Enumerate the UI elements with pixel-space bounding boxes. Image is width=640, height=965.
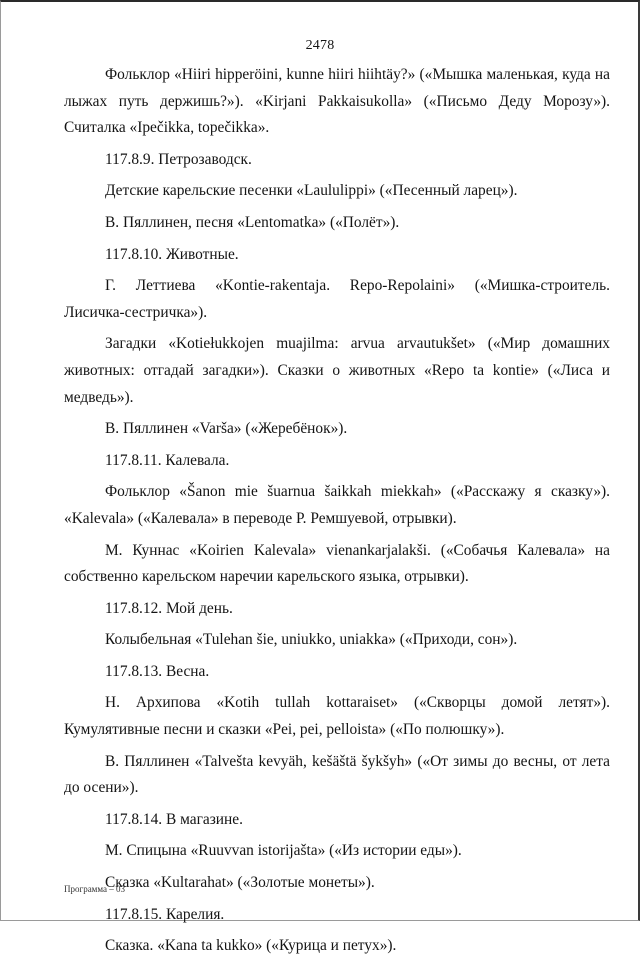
paragraph-kotih-tullah: Н. Архипова «Kotih tullah kottaraiset» («Скворцы домой летят»). Кумулятивные песни и сказки «Pei, pei, pelloista» («По полюшку»).	[64, 694, 610, 739]
paragraph-kontie-rakentaja: Г. Леттиева «Kontie-rakentaja. Repo-Repolaini» («Мишка-строитель. Лисичка-сестричка»).	[64, 277, 610, 321]
section-heading-kalevala: 117.8.11. Калевала.	[105, 451, 230, 469]
paragraph-lentomatka: В. Пяллинен, песня «Lentomatka» («Полёт»).	[105, 213, 400, 231]
section-heading-animals: 117.8.10. Животные.	[105, 245, 239, 263]
section-heading-my-day: 117.8.12. Мой день.	[105, 599, 233, 617]
paragraph-kultarahat: Сказка «Kultarahat» («Золотые монеты»).	[105, 874, 375, 892]
section-heading-petrozavodsk: 117.8.9. Петрозаводск.	[105, 150, 252, 168]
page-number: 2478	[305, 38, 335, 53]
paragraph-lullaby: Колыбельная «Tulehan šie, uniukko, uniakka» («Приходи, сон»).	[105, 631, 518, 649]
paragraph-koirien-kalevala: М. Куннас «Koirien Kalevala» vienankarjalakši. («Собачья Калевала» на собственно карельском наречии карельского языка, отрывки).	[64, 541, 610, 586]
section-heading-shop: 117.8.14. В магазине.	[105, 810, 243, 828]
section-heading-karelia: 117.8.15. Карелия.	[105, 905, 225, 923]
section-heading-spring: 117.8.13. Весна.	[105, 662, 210, 680]
paragraph-riddles: Загадки «Kotiełukkojen muajilma: arvua arvautukšet» («Мир домашних животных: отгадай загадки»). Сказки о животных «Repo ta kontie» («Лиса и медведь»).	[64, 335, 610, 406]
paragraph-laululippi: Детские карельские песенки «Laululippi» («Песенный ларец»).	[105, 182, 518, 200]
paragraph-talvesta: В. Пяллинен «Talvešta kevyäh, kešäštä šykšyh» («От зимы до весны, от лета до осени»).	[64, 752, 610, 797]
document-body	[64, 62, 610, 965]
paragraph-folklore-hiiri: Фольклор «Hiiri hipperöini, kunne hiiri hiihtäy?» («Мышка маленькая, куда на лыжах путь держишь?»). «Kirjani Pakkaisukolla» («Письмо Деду Морозу»). Считалка «Ipečikka, topečikka».	[64, 66, 610, 137]
paragraph-sanon-mie: Фольклор «Šanon mie šuarnua šaikkah miekkah» («Расскажу я сказку»). «Kalevala» («Калевала» в переводе Р. Ремшуевой, отрывки).	[64, 483, 610, 527]
paragraph-ruuvvan: М. Спицына «Ruuvvan istorijašta» («Из истории еды»).	[105, 842, 462, 860]
paragraph-kana-ta-kukko: Сказка. «Kana ta kukko» («Курица и петух»).	[105, 937, 397, 955]
page-footer: Программа – 03	[64, 884, 126, 894]
paragraph-varsa: В. Пяллинен «Varša» («Жеребёнок»).	[105, 420, 348, 438]
